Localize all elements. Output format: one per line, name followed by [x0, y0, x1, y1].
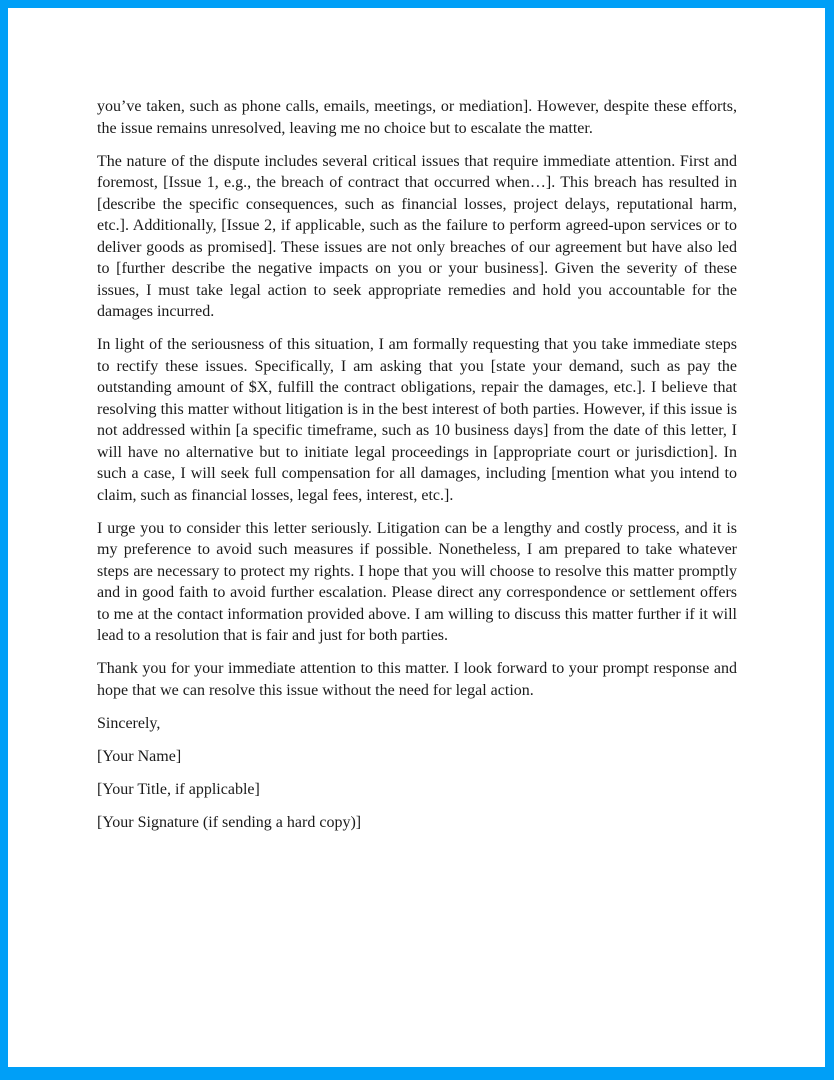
letter-body	[8, 8, 825, 833]
letter-paragraph: Thank you for your immediate attention to this matter. I look forward to your prompt response and hope that we can resolve this issue without the need for legal action.	[97, 660, 737, 699]
signature-hardcopy-placeholder: [Your Signature (if sending a hard copy)]	[97, 813, 362, 831]
signature-title-placeholder: [Your Title, if applicable]	[97, 780, 260, 798]
closing-salutation: Sincerely,	[97, 714, 161, 732]
letter-paragraph: I urge you to consider this letter seriously. Litigation can be a lengthy and costly process, and it is my preference to avoid such measures if possible. Nonetheless, I am prepared to take whatever steps are necessary to protect my rights. I hope that you will choose to resolve this matter promptly and in good faith to avoid further escalation. Please direct any correspondence or settlement offers to me at the contact information provided above. I am willing to discuss this matter further if it will lead to a resolution that is fair and just for both parties.	[97, 519, 737, 644]
letter-paragraph: The nature of the dispute includes several critical issues that require immediate attention. First and foremost, [Issue 1, e.g., the breach of contract that occurred when…]. This breach has resulted in [describe the specific consequences, such as financial losses, project delays, reputational harm, etc.]. Additionally, [Issue 2, if applicable, such as the failure to perform agreed-upon services or to deliver goods as promised]. These issues are not only breaches of our agreement but have also led to [further describe the negative impacts on you or your business]. Given the severity of these issues, I must take legal action to seek appropriate remedies and hold you accountable for the damages incurred.	[97, 152, 737, 320]
signature-name-placeholder: [Your Name]	[97, 747, 182, 765]
letter-paragraph: In light of the seriousness of this situation, I am formally requesting that you take immediate steps to rectify these issues. Specifically, I am asking that you [state your demand, such as pay the outstanding amount of $X, fulfill the contract obligations, repair the damages, etc.]. I believe that resolving this matter without litigation is in the best interest of both parties. However, if this issue is not addressed within [a specific timeframe, such as 10 business days] from the date of this letter, I will have no alternative but to initiate legal proceedings in [appropriate court or jurisdiction]. In such a case, I will seek full compensation for all damages, including [mention what you intend to claim, such as financial losses, legal fees, interest, etc.].	[97, 336, 737, 504]
letter-paragraph: you’ve taken, such as phone calls, emails, meetings, or mediation]. However, despite these efforts, the issue remains unresolved, leaving me no choice but to escalate the matter.	[97, 98, 737, 137]
